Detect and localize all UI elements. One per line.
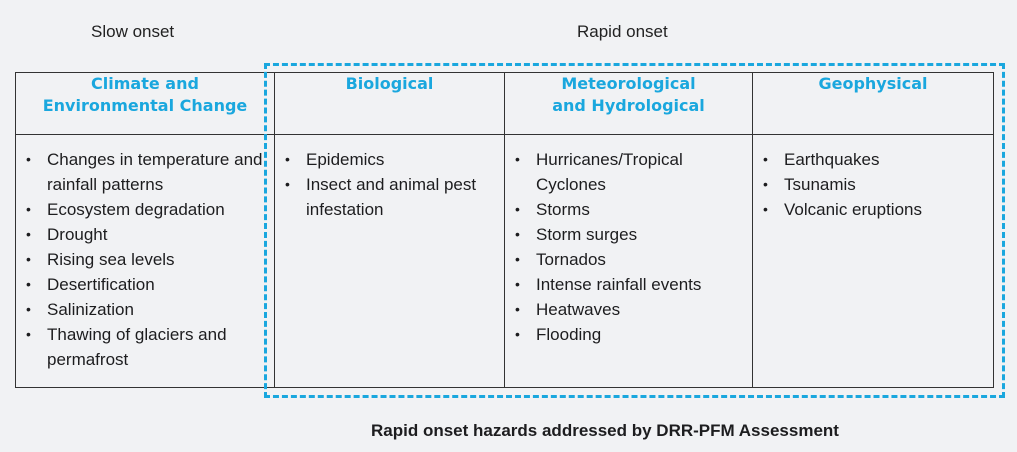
column-header-biological: Biological <box>275 73 505 135</box>
list-item: • Flooding <box>514 322 744 347</box>
list-item: • Hurricanes/Tropical Cyclones <box>514 147 744 197</box>
list-item: • Salinization <box>25 297 266 322</box>
list-item: • Rising sea levels <box>25 247 266 272</box>
list-item: • Earthquakes <box>762 147 985 172</box>
list-item: • Tsunamis <box>762 172 985 197</box>
list-item: • Ecosystem degradation <box>25 197 266 222</box>
list-item: • Storms <box>514 197 744 222</box>
list-item: • Volcanic eruptions <box>762 197 985 222</box>
column-header-meteorological: Meteorological and Hydrological <box>505 73 753 135</box>
rapid-onset-label: Rapid onset <box>577 22 668 41</box>
list-item: • Desertification <box>25 272 266 297</box>
list-item: • Heatwaves <box>514 297 744 322</box>
list-item: • Tornados <box>514 247 744 272</box>
column-header-climate: Climate and Environmental Change <box>16 73 275 135</box>
list-item: • Drought <box>25 222 266 247</box>
list-item: • Intense rainfall events <box>514 272 744 297</box>
list-item: • Thawing of glaciers and permafrost <box>25 322 266 372</box>
list-item: • Epidemics <box>284 147 496 172</box>
list-item: • Changes in temperature and rainfall patterns <box>25 147 266 197</box>
rapid-onset-dashed-frame <box>264 63 1005 398</box>
column-header-geophysical: Geophysical <box>753 73 994 135</box>
column-body-climate <box>16 135 275 388</box>
figure-caption: Rapid onset hazards addressed by DRR-PFM Assessment <box>371 421 839 440</box>
list-item: • Insect and animal pest infestation <box>284 172 496 222</box>
list-item: • Storm surges <box>514 222 744 247</box>
hazard-list-climate <box>16 135 274 372</box>
slow-onset-label: Slow onset <box>91 22 175 41</box>
